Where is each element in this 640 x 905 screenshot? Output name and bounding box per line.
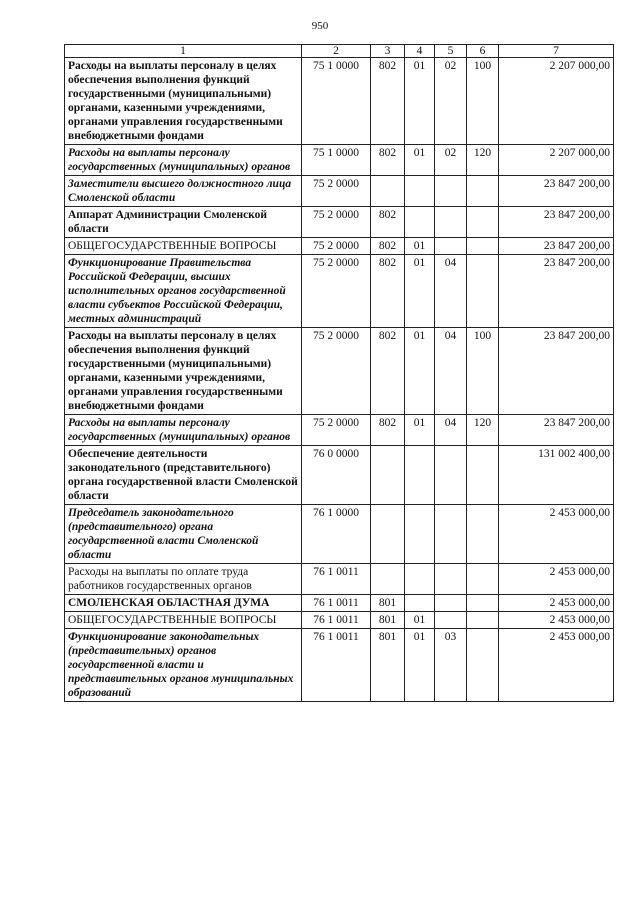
row-name: Расходы на выплаты персоналу в целях обеспечения выполнения функций государственными (муниципальными) органами, казенными учреждениями, органами управления государственными внебюджетными фондами [65, 58, 302, 145]
row-name: Функционирование Правительства Российской Федерации, высших исполнительных органов государственной власти субъектов Российской Федерации, местных администраций [65, 255, 302, 328]
row-name: Функционирование законодательных (представительных) органов государственной власти и представительных органов муниципальных образований [65, 629, 302, 702]
section-code: 01 [405, 328, 435, 415]
table-row [65, 595, 614, 612]
section-code: 01 [405, 145, 435, 176]
subsection-code [435, 595, 467, 612]
expense-type-code [467, 255, 499, 328]
target-article-code: 76 1 0011 [302, 564, 371, 595]
main-manager-code: 802 [371, 145, 405, 176]
column-header: 1 [65, 45, 302, 58]
main-manager-code: 802 [371, 415, 405, 446]
target-article-code: 76 1 0011 [302, 629, 371, 702]
column-header: 2 [302, 45, 371, 58]
subsection-code: 04 [435, 255, 467, 328]
expense-type-code [467, 595, 499, 612]
column-header: 6 [467, 45, 499, 58]
main-manager-code [371, 505, 405, 564]
expense-type-code [467, 238, 499, 255]
subsection-code [435, 238, 467, 255]
row-name: Расходы на выплаты персоналу в целях обеспечения выполнения функций государственными (муниципальными) органами, казенными учреждениями, органами управления государственными внебюджетными фондами [65, 328, 302, 415]
target-article-code: 75 2 0000 [302, 207, 371, 238]
amount: 23 847 200,00 [499, 238, 614, 255]
target-article-code: 76 1 0011 [302, 595, 371, 612]
amount: 23 847 200,00 [499, 415, 614, 446]
main-manager-code: 802 [371, 255, 405, 328]
expense-type-code [467, 446, 499, 505]
row-name: Расходы на выплаты персоналу государственных (муниципальных) органов [65, 415, 302, 446]
amount: 131 002 400,00 [499, 446, 614, 505]
amount: 2 207 000,00 [499, 58, 614, 145]
amount: 2 207 000,00 [499, 145, 614, 176]
amount: 2 453 000,00 [499, 595, 614, 612]
table-row [65, 612, 614, 629]
table-row [65, 415, 614, 446]
amount: 23 847 200,00 [499, 255, 614, 328]
row-name: Расходы на выплаты персоналу государственных (муниципальных) органов [65, 145, 302, 176]
subsection-code [435, 446, 467, 505]
amount: 23 847 200,00 [499, 176, 614, 207]
target-article-code: 75 2 0000 [302, 255, 371, 328]
section-code [405, 564, 435, 595]
target-article-code: 75 2 0000 [302, 415, 371, 446]
table-row [65, 505, 614, 564]
main-manager-code [371, 564, 405, 595]
table-row [65, 207, 614, 238]
section-code [405, 595, 435, 612]
main-manager-code: 801 [371, 629, 405, 702]
section-code: 01 [405, 238, 435, 255]
section-code [405, 446, 435, 505]
amount: 2 453 000,00 [499, 612, 614, 629]
row-name: Обеспечение деятельности законодательного (представительного) органа государственной власти Смоленской области [65, 446, 302, 505]
table-row [65, 255, 614, 328]
main-manager-code [371, 446, 405, 505]
row-name: Заместители высшего должностного лица Смоленской области [65, 176, 302, 207]
amount: 23 847 200,00 [499, 328, 614, 415]
expense-type-code: 120 [467, 145, 499, 176]
section-code: 01 [405, 58, 435, 145]
target-article-code: 75 1 0000 [302, 145, 371, 176]
section-code: 01 [405, 612, 435, 629]
subsection-code: 02 [435, 145, 467, 176]
page-number: 950 [311, 20, 329, 32]
main-manager-code [371, 176, 405, 207]
main-manager-code: 802 [371, 207, 405, 238]
subsection-code: 04 [435, 415, 467, 446]
target-article-code: 75 2 0000 [302, 238, 371, 255]
subsection-code: 02 [435, 58, 467, 145]
section-code [405, 505, 435, 564]
expense-type-code: 100 [467, 328, 499, 415]
main-manager-code: 802 [371, 58, 405, 145]
section-code: 01 [405, 255, 435, 328]
table-row [65, 328, 614, 415]
subsection-code: 04 [435, 328, 467, 415]
expense-type-code [467, 612, 499, 629]
section-code [405, 176, 435, 207]
row-name: Председатель законодательного (представительного) органа государственной власти Смоленской области [65, 505, 302, 564]
main-manager-code: 801 [371, 612, 405, 629]
row-name: ОБЩЕГОСУДАРСТВЕННЫЕ ВОПРОСЫ [65, 612, 302, 629]
target-article-code: 76 1 0011 [302, 612, 371, 629]
row-name: СМОЛЕНСКАЯ ОБЛАСТНАЯ ДУМА [65, 595, 302, 612]
expense-type-code: 100 [467, 58, 499, 145]
target-article-code: 75 2 0000 [302, 176, 371, 207]
subsection-code [435, 564, 467, 595]
table-header-row [65, 45, 614, 58]
main-manager-code: 802 [371, 238, 405, 255]
target-article-code: 76 1 0000 [302, 505, 371, 564]
table-row [65, 446, 614, 505]
table-row [65, 629, 614, 702]
section-code: 01 [405, 415, 435, 446]
column-header: 7 [499, 45, 614, 58]
amount: 23 847 200,00 [499, 207, 614, 238]
amount: 2 453 000,00 [499, 505, 614, 564]
subsection-code [435, 207, 467, 238]
budget-table [64, 44, 614, 702]
table-row [65, 176, 614, 207]
table-row [65, 564, 614, 595]
subsection-code [435, 505, 467, 564]
amount: 2 453 000,00 [499, 629, 614, 702]
expense-type-code [467, 629, 499, 702]
table-row [65, 238, 614, 255]
target-article-code: 76 0 0000 [302, 446, 371, 505]
column-header: 4 [405, 45, 435, 58]
expense-type-code [467, 564, 499, 595]
table-row [65, 145, 614, 176]
expense-type-code [467, 207, 499, 238]
expense-type-code [467, 176, 499, 207]
section-code: 01 [405, 629, 435, 702]
subsection-code [435, 176, 467, 207]
table-body [65, 58, 614, 702]
row-name: Расходы на выплаты по оплате труда работников государственных органов [65, 564, 302, 595]
row-name: Аппарат Администрации Смоленской области [65, 207, 302, 238]
expense-type-code [467, 505, 499, 564]
column-header: 3 [371, 45, 405, 58]
target-article-code: 75 1 0000 [302, 58, 371, 145]
subsection-code: 03 [435, 629, 467, 702]
section-code [405, 207, 435, 238]
table-row [65, 58, 614, 145]
row-name: ОБЩЕГОСУДАРСТВЕННЫЕ ВОПРОСЫ [65, 238, 302, 255]
column-header: 5 [435, 45, 467, 58]
main-manager-code: 802 [371, 328, 405, 415]
main-manager-code: 801 [371, 595, 405, 612]
subsection-code [435, 612, 467, 629]
expense-type-code: 120 [467, 415, 499, 446]
amount: 2 453 000,00 [499, 564, 614, 595]
target-article-code: 75 2 0000 [302, 328, 371, 415]
